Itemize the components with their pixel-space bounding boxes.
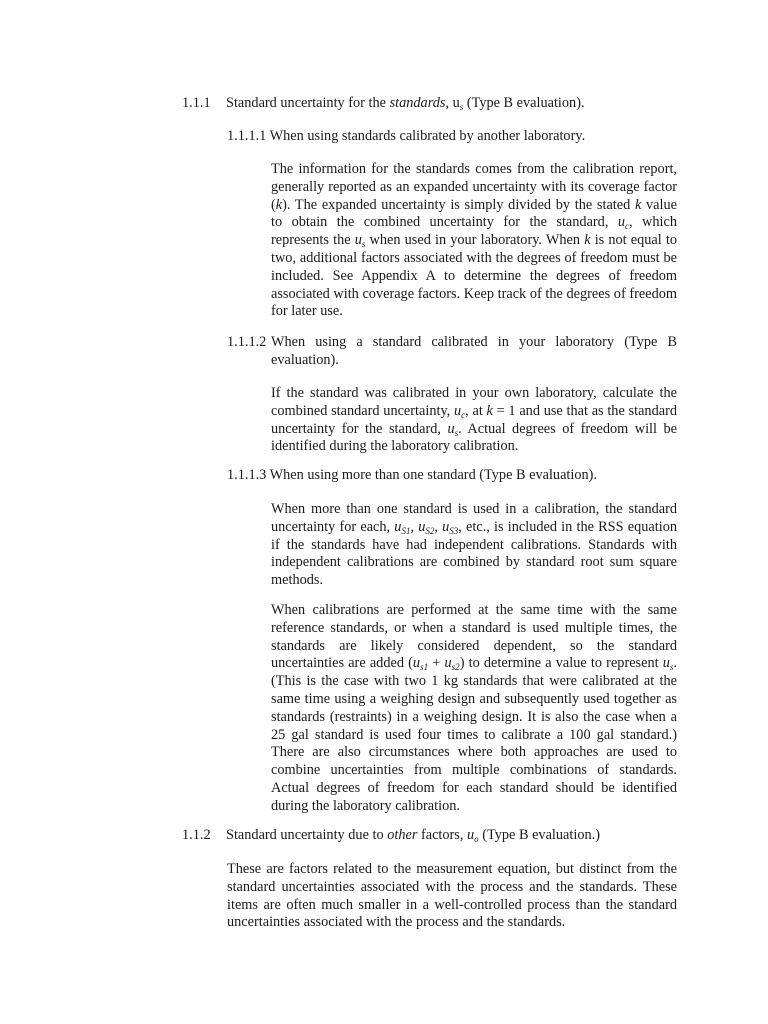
heading-text: Standard uncertainty due to (226, 827, 388, 843)
section-heading-1-1-2 (182, 827, 600, 845)
subsection-title: When using a standard calibrated in your laboratory (Type B evaluation). (271, 334, 677, 368)
paragraph-calibrated-own-lab: If the standard was calibrated in your own laboratory, calculate the combined standard uncertainty, $u_c$, at k = 1 and use that as the standard uncertainty for the standard, $u_s$. Actual degrees of freedom will be identified during the laboratory calibration. (271, 385, 677, 455)
subsection-heading-1-1-1-3 (227, 467, 597, 485)
heading-text-mid: factors, (417, 827, 468, 843)
heading-subscript: s (459, 102, 464, 112)
subsection-title: When using more than one standard (Type B evaluation). (269, 467, 597, 483)
subsection-title: When using standards calibrated by another laboratory. (269, 128, 586, 144)
subsection-heading-1-1-1-2 (227, 334, 677, 370)
paragraph-independent-standards: When more than one standard is used in a calibration, the standard uncertainty for each, $u_{S1}$, $u_{S2}$, $u_{S3}$, etc., is included in the RSS equation if the standards have had independent calibrations. Standards with independent calibrations are combined by standard root sum square methods. (271, 501, 677, 589)
section-number: 1.1.2 (182, 827, 211, 843)
heading-subscript: o (474, 834, 479, 844)
section-number: 1.1.1 (182, 95, 211, 111)
heading-emphasis: standards (389, 95, 446, 111)
heading-text-end: (Type B evaluation). (463, 95, 585, 111)
heading-text: Standard uncertainty for the (226, 95, 390, 111)
subsection-number: 1.1.1.2 (227, 334, 267, 350)
paragraph-dependent-standards: When calibrations are performed at the same time with the same reference standards, or when a standard is used multiple times, the standards are likely considered dependent, so the standard uncertainties are added $(u_{s1} + u_{s2})$ to determine a value to represent $u_s$. (This is the case with two 1 kg standards that were calibrated at the same time using a weighing design and subsequently used together as standards (restraints) in a weighing design. It is also the case when a 25 gal standard is used four times to calibrate a 100 gal standard.) There are also circumstances where both approaches are used to combine uncertainties from multiple combinations of standards. Actual degrees of freedom for each standard should be identified during the laboratory calibration. (271, 602, 677, 814)
paragraph-other-factors: These are factors related to the measurement equation, but distinct from the standard uncertainties associated with the process and the standards. These items are often much smaller in a well-controlled process than the standard uncertainties associated with the process and the standards. (227, 861, 677, 931)
subsection-heading-1-1-1-1 (227, 128, 585, 146)
section-heading-1-1-1 (182, 95, 585, 113)
heading-symbol: u (467, 827, 475, 843)
heading-emphasis: other (387, 827, 418, 843)
subsection-number: 1.1.1.3 (227, 467, 267, 483)
heading-text-end: (Type B evaluation.) (478, 827, 600, 843)
paragraph-calibrated-by-other-lab: The information for the standards comes from the calibration report, generally reported as an expanded uncertainty with its coverage factor (k). The expanded uncertainty is simply divided by the stated k value to obtain the combined uncertainty for the standard, $u_c$, which represents the $u_s$ when used in your laboratory. When k is not equal to two, additional factors associated with the degrees of freedom must be included. See Appendix A to determine the degrees of freedom associated with coverage factors. Keep track of the degrees of freedom for later use. (271, 161, 678, 320)
heading-symbol: , u (445, 95, 460, 111)
subsection-number: 1.1.1.1 (227, 128, 267, 144)
